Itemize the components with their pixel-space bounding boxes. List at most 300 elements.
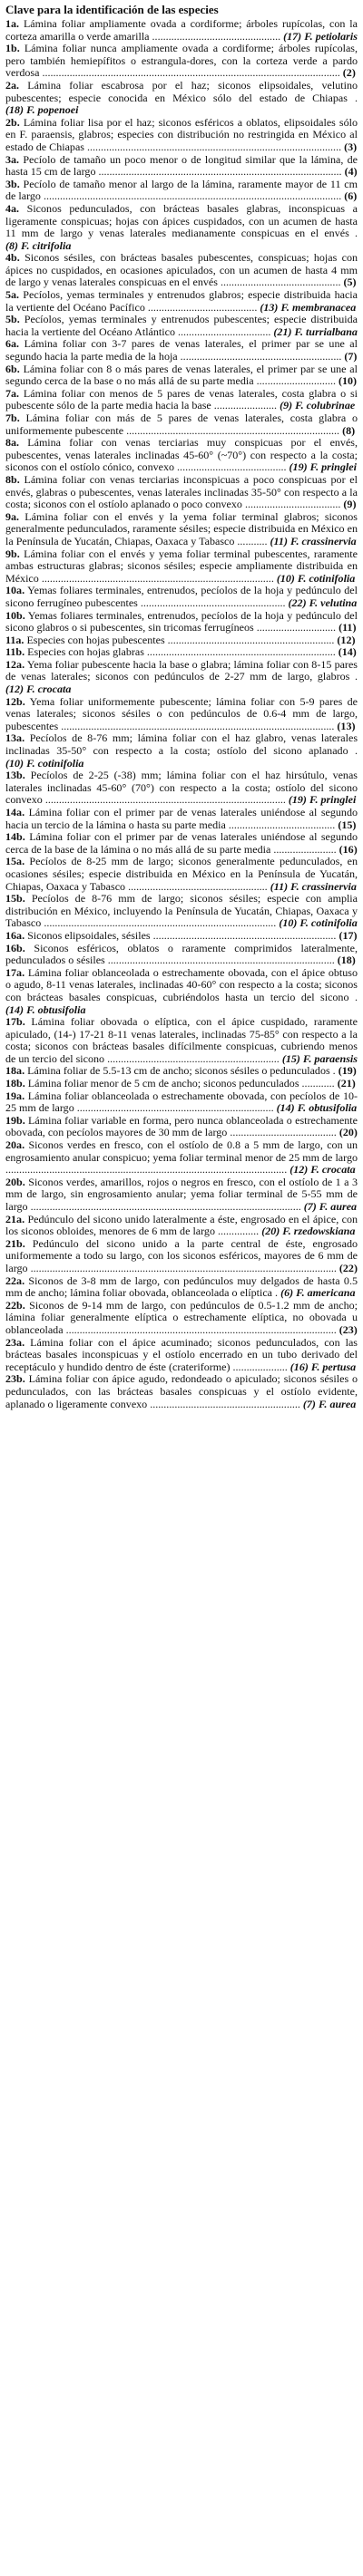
species-name: F. petiolaris — [301, 29, 358, 43]
key-couplet — [5, 412, 358, 437]
destination-number: (17) — [338, 928, 358, 942]
species-name: F. membranacea — [278, 300, 357, 314]
couplet-destination — [344, 189, 357, 202]
destination-number: (17) — [283, 29, 302, 43]
couplet-text: Especies con hojas pubescentes — [26, 633, 165, 646]
key-couplet — [5, 585, 358, 609]
couplet-destination — [337, 720, 355, 732]
couplet-destination — [343, 66, 356, 79]
couplet-number: 19b. — [5, 1113, 25, 1127]
destination-number: (20) — [338, 1126, 358, 1139]
dot-leader: . — [332, 1064, 338, 1078]
couplet-number: 17a. — [5, 965, 25, 979]
destination-number: (12) — [5, 683, 25, 696]
destination-number: (12) — [337, 633, 356, 646]
couplet-number: 19a. — [5, 1089, 25, 1102]
dot-leader: ................................................................................................... — [65, 1322, 339, 1336]
key-couplet — [5, 831, 358, 856]
key-couplet — [5, 437, 358, 474]
couplet-number: 9b. — [5, 547, 20, 560]
key-couplet — [5, 117, 358, 154]
couplet-destination — [338, 929, 357, 942]
destination-number: (6) — [280, 1286, 294, 1300]
species-name: F. americana — [293, 1286, 356, 1300]
couplet-text: Lámina foliar oblanceolada o estrechamente obovada, con pecíolos de 10-25 mm de largo — [5, 1089, 358, 1115]
destination-number: (8) — [5, 238, 19, 252]
key-couplet — [5, 1078, 358, 1090]
couplet-number: 21b. — [5, 1236, 25, 1250]
species-name: F. rzedowskiana — [280, 1225, 356, 1238]
dot-leader: ................................................................................................... — [30, 1200, 304, 1213]
key-couplet — [5, 1016, 358, 1065]
dot-leader: . — [354, 744, 358, 758]
couplet-destination — [5, 103, 78, 116]
dot-leader: ........................................................................................ — [44, 793, 289, 807]
dot-leader: ..................................................................... — [146, 645, 338, 659]
species-name: F. crocata — [24, 683, 72, 696]
couplet-list — [5, 18, 358, 1410]
couplet-number: 2a. — [5, 78, 20, 92]
key-couplet — [5, 1337, 358, 1374]
destination-number: (19) — [338, 1064, 357, 1078]
destination-number: (12) — [289, 1163, 309, 1177]
couplet-number: 9a. — [5, 509, 20, 523]
dot-leader: ............................. — [256, 621, 339, 634]
key-couplet — [5, 770, 358, 807]
couplet-text: Pecíolos, yemas terminales y entrenudos pubescentes; especie distribuida hacia la vertiente del Océano Atlántico — [5, 313, 358, 338]
couplet-number: 2b. — [5, 115, 20, 129]
couplet-number: 11b. — [5, 645, 25, 659]
couplet-destination — [280, 399, 355, 412]
destination-number: (19) — [289, 460, 308, 474]
couplet-text: Siconos de 3-8 mm de largo, con pedúnculos muy delgados de hasta 0.5 mm de ancho; lámina foliar obovada, oblanceolada o elíptica — [5, 1273, 358, 1300]
key-couplet — [5, 80, 358, 117]
couplet-destination — [290, 1361, 356, 1373]
destination-number: (10) — [276, 571, 295, 585]
destination-number: (18) — [337, 954, 356, 967]
species-name: F. colubrinae — [292, 399, 356, 412]
destination-number: (13) — [260, 300, 279, 314]
couplet-text: Lámina foliar con el envés y la yema foliar terminal glabros; siconos generalmente pedunculados, raramente sésiles; especie distribuida en México en la Península de Yucatán, Chiapas, Oaxaca y Tabasco — [5, 509, 358, 547]
species-name: F. pringlei — [306, 793, 357, 807]
couplet-text: Lámina foliar con el primer par de venas laterales uniéndose al segundo cerca de la base de la lámina o no más allá de su parte media — [5, 830, 358, 856]
couplet-number: 14b. — [5, 830, 25, 844]
species-name: F. citrifolia — [18, 238, 72, 252]
couplet-destination — [344, 350, 357, 363]
couplet-text: Pedúnculo del sicono unido lateralmente a éste, engrosado en el ápice, con los siconos obloides, menores de 6 mm de largo — [5, 1212, 358, 1238]
destination-number: (7) — [344, 350, 358, 363]
dot-leader: ............... — [218, 1225, 262, 1238]
couplet-destination — [5, 757, 83, 770]
dot-leader: . — [355, 670, 358, 683]
couplet-number: 20a. — [5, 1138, 25, 1152]
couplet-number: 6b. — [5, 362, 20, 375]
key-couplet — [5, 1373, 358, 1410]
species-name: F. obtusifolia — [24, 1002, 86, 1016]
couplet-destination — [337, 634, 355, 646]
destination-number: (16) — [289, 1360, 309, 1373]
couplet-destination — [304, 1200, 357, 1213]
couplet-destination — [339, 1262, 358, 1274]
couplet-text: Lámina foliar de 5.5-13 cm de ancho; siconos sésiles o pedunculados — [27, 1064, 330, 1078]
key-couplet — [5, 1238, 358, 1275]
destination-number: (8) — [342, 423, 356, 437]
destination-number: (13) — [337, 719, 356, 732]
destination-number: (3) — [344, 140, 358, 153]
couplet-number: 4b. — [5, 251, 20, 265]
dot-leader: .............................................................................. — [126, 423, 343, 437]
couplet-number: 16b. — [5, 941, 25, 954]
couplet-destination — [345, 165, 358, 178]
dot-leader: ..................................................... — [140, 596, 289, 609]
destination-number: (11) — [270, 879, 289, 893]
destination-number: (14) — [276, 1101, 295, 1115]
couplet-number: 14a. — [5, 806, 25, 818]
destination-number: (10) — [338, 374, 358, 388]
key-couplet — [5, 930, 358, 943]
couplet-text: Yema foliar pubescente hacia la base o glabra; lámina foliar con 8-15 pares de venas laterales; siconos con pedúnculos de 2-27 mm de largo, glabros — [5, 657, 358, 683]
couplet-text: Yema foliar uniformemente pubescente; lámina foliar con 5-9 pares de venas laterales; siconos sésiles o con pedúnculos de 0.6-4 mm de largo, pubescentes — [5, 694, 358, 732]
destination-number: (20) — [261, 1225, 280, 1238]
dot-leader: ............................................................................................. — [87, 140, 345, 153]
couplet-text: Pecíolo de tamaño menor al largo de la lámina, raramente mayor de 11 cm de largo — [5, 177, 358, 203]
couplet-destination — [339, 1323, 358, 1336]
dot-leader: ............................................................. — [167, 633, 338, 646]
key-couplet — [5, 659, 358, 696]
couplet-number: 12b. — [5, 694, 25, 708]
species-name: F. velutina — [306, 596, 358, 609]
couplet-text: Pecíolos de 8-76 mm de largo; siconos sésiles; especie con amplia distribución en México, incluyendo la Península de Yucatán, Chiapas, Oaxaca y Tabasco — [5, 892, 358, 930]
key-couplet — [5, 1139, 358, 1177]
couplet-text: Lámina foliar menor de 5 cm de ancho; siconos pedunculados — [27, 1077, 299, 1090]
couplet-text: Pecíolos, yemas terminales y entrenudos glabros; especie distribuida hacia la vertiente del Océano Pacífico — [5, 288, 358, 314]
key-couplet — [5, 388, 358, 412]
key-couplet — [5, 1090, 358, 1115]
couplet-text: Lámina foliar nunca ampliamente ovada a cordiforme; árboles rupícolas, pero también hemiepífitos o estrangula-dores, con la corteza verde a pardo verdosa — [5, 42, 358, 80]
key-couplet — [5, 1214, 358, 1238]
couplet-text: Lámina foliar con el ápice acuminado; siconos pedunculados, con las brácteas basales inconspicuas y el ostíolo encerrado en un tubo derivado del receptáculo y hundido dentro de éste (crateriforme) — [5, 1335, 358, 1373]
couplet-number: 21a. — [5, 1212, 25, 1225]
species-name: F. crassinervia — [288, 879, 357, 893]
destination-number: (21) — [337, 1077, 356, 1090]
species-name: F. cotinifolia — [297, 916, 358, 930]
key-couplet — [5, 634, 358, 647]
destination-number: (11) — [338, 621, 357, 634]
dot-leader: . — [354, 990, 358, 1003]
couplet-destination — [280, 1286, 355, 1299]
dot-leader: ............................................................................................................. — [42, 66, 343, 80]
couplet-text: Yemas foliares terminales, entrenudos, pecíolos de la hoja y pedúnculo del sicono ferrugíneo pubescentes — [5, 584, 358, 609]
dot-leader: ............................................ — [220, 276, 344, 289]
couplet-destination — [283, 30, 358, 43]
key-couplet — [5, 314, 358, 338]
dot-leader: ....................... — [213, 399, 280, 412]
couplet-text: Lámina foliar con 8 o más pares de venas laterales, el primer par se une al segundo cerca de la base o no más allá de su parte media — [5, 362, 358, 388]
couplet-destination — [260, 301, 356, 314]
destination-number: (2) — [342, 66, 356, 80]
dot-leader: ................................................................................... — [107, 954, 338, 967]
couplet-destination — [289, 596, 358, 609]
species-name: F. cotinifolia — [24, 756, 84, 770]
couplet-destination — [344, 140, 357, 153]
destination-number: (15) — [338, 818, 357, 831]
couplet-text: Lámina foliar escabrosa por el haz; siconos elipsoidales, velutino pubescentes; especie conocida en México sólo del estado de Chiapas — [5, 78, 358, 104]
dot-leader: ........................................................... — [180, 350, 345, 363]
couplet-number: 16a. — [5, 928, 25, 942]
destination-number: (9) — [343, 498, 357, 511]
couplet-destination — [303, 1398, 356, 1410]
destination-number: (18) — [5, 103, 25, 117]
couplet-text: Lámina foliar con venas terciarias inconspicuas a poco conspicuas por el envés, glabras o pubescentes, venas laterales inclinadas 35-50° con respecto a la costa; siconos con el ostíolo aplanado o poco convexo — [5, 472, 358, 511]
couplet-text: Lámina foliar con 3-7 pares de venas laterales, el primer par se une al segundo hacia la parte media de la hoja — [5, 337, 358, 363]
destination-number: (14) — [338, 645, 357, 659]
dot-leader: ................................................................... — [152, 928, 339, 942]
couplet-text: Lámina foliar lisa por el haz; siconos esféricos a oblatos, elipsoidales sólo en F. paraensis, glabros; especies con distribución no restringida en México al estado de Chiapas — [5, 115, 358, 153]
dot-leader: . — [354, 227, 358, 240]
couplet-text: Lámina foliar con venas terciarias muy conspicuas por el envés, pubescentes, venas laterales inclinadas 45-60° (~70°) con respecto a la costa; siconos con el ostíolo cónico, convexo — [5, 436, 358, 474]
dot-leader: ............ — [301, 1077, 338, 1090]
destination-number: (10) — [5, 756, 25, 770]
dot-leader: ........................................ — [147, 300, 260, 314]
couplet-destination — [270, 535, 357, 547]
dot-leader: ..................................................................................... — [41, 571, 277, 585]
couplet-destination — [338, 954, 356, 966]
key-couplet — [5, 289, 358, 314]
couplet-number: 1a. — [5, 17, 20, 30]
key-couplet — [5, 363, 358, 388]
dot-leader: ................................... — [244, 498, 344, 511]
couplet-destination — [273, 325, 358, 338]
key-couplet — [5, 474, 358, 511]
destination-number: (11) — [270, 534, 288, 547]
couplet-number: 3b. — [5, 177, 20, 190]
couplet-text: Pecíolos de 8-76 mm; lámina foliar con el haz glabro, venas laterales inclinadas 35-50° con respecto a la costa; ostíolo del sicono aplanado — [5, 731, 358, 758]
couplet-destination — [339, 843, 358, 856]
couplet-destination — [270, 880, 357, 893]
destination-number: (15) — [281, 1051, 300, 1065]
species-name: F. aurea — [316, 1200, 358, 1213]
couplet-number: 13a. — [5, 731, 25, 745]
couplet-destination — [289, 1163, 355, 1176]
key-couplet — [5, 807, 358, 831]
destination-number: (19) — [288, 793, 307, 807]
couplet-destination — [261, 1225, 355, 1237]
couplet-destination — [338, 1077, 356, 1089]
key-couplet — [5, 511, 358, 548]
dot-leader: ....................................................................................................... — [5, 1163, 290, 1177]
couplet-number: 18a. — [5, 1064, 25, 1078]
key-couplet — [5, 943, 358, 967]
key-couplet — [5, 203, 358, 252]
couplet-destination — [5, 683, 71, 695]
dot-leader: ....................... — [273, 842, 339, 856]
species-name: F. cotinifolia — [294, 571, 356, 585]
dot-leader: ....................................... — [228, 818, 338, 831]
couplet-destination — [5, 239, 71, 252]
couplet-destination — [343, 276, 356, 288]
couplet-destination — [282, 1052, 358, 1065]
dot-leader: .................... — [232, 1360, 290, 1373]
destination-number: (16) — [338, 842, 358, 856]
dot-leader: ....................................... — [230, 1126, 339, 1139]
dot-leader: . — [275, 1286, 281, 1300]
destination-number: (6) — [344, 189, 358, 203]
destination-number: (7) — [302, 1397, 316, 1410]
dot-leader: . — [354, 91, 358, 104]
couplet-text: Pecíolos de 8-25 mm de largo; siconos generalmente pedunculados, en ocasiones sésiles; especie distribuida en México en la Península de Yucatán, Chiapas, Oaxaca y Tabasco — [5, 855, 358, 893]
key-couplet — [5, 696, 358, 733]
couplet-number: 8a. — [5, 436, 20, 450]
couplet-number: 23b. — [5, 1372, 25, 1386]
dot-leader: ............................................................... — [107, 1051, 282, 1065]
couplet-destination — [289, 793, 356, 806]
key-couplet — [5, 43, 358, 80]
species-name: F. turrialbana — [291, 324, 358, 338]
species-name: F. pringlei — [307, 460, 357, 474]
dot-leader: ............................................................................................................. — [43, 189, 345, 203]
couplet-text: Siconos sésiles, con brácteas basales pubescentes, conspicuas; hojas con ápices no cuspidados, en ocasiones apiculados, con un acumen de hasta 4 mm de largo y venas laterales conspicuas en el envés — [5, 251, 358, 289]
dot-leader: ........... — [237, 534, 270, 547]
couplet-number: 4a. — [5, 201, 20, 215]
dot-leader: ............................. — [256, 374, 338, 388]
destination-number: (22) — [288, 596, 307, 609]
destination-number: (22) — [338, 1261, 358, 1274]
couplet-number: 23a. — [5, 1335, 25, 1349]
key-couplet — [5, 646, 358, 659]
key-couplet — [5, 856, 358, 893]
couplet-text: Especies con hojas glabras — [27, 645, 144, 659]
dot-leader: ........................................................................ — [76, 1101, 277, 1115]
couplet-number: 15b. — [5, 892, 25, 905]
key-couplet — [5, 610, 358, 634]
key-couplet — [5, 179, 358, 203]
couplet-number: 15a. — [5, 855, 25, 868]
dot-leader: ................................................... — [128, 879, 270, 893]
couplet-number: 18b. — [5, 1077, 25, 1090]
couplet-destination — [277, 1101, 357, 1114]
destination-number: (10) — [279, 916, 298, 930]
couplet-text: Lámina foliar ampliamente ovada a cordiforme; árboles rupícolas, con la corteza amarilla o verde amarilla — [5, 17, 358, 43]
couplet-number: 10a. — [5, 584, 25, 597]
species-name: F. paraensis — [299, 1051, 358, 1065]
species-name: F. crassinervia — [287, 534, 357, 547]
couplet-text: Lámina foliar oblanceolada o estrechamente obovada, con el ápice obtuso o agudo, 8-11 venas laterales, inclinadas 40-60° con respecto a la costa; siconos con brácteas basales conspicuas, cubriéndolos hasta un tercio del sicono — [5, 965, 358, 1003]
key-couplet — [5, 252, 358, 289]
dot-leader: ....................................................... — [150, 1397, 303, 1410]
destination-number: (14) — [5, 1002, 25, 1016]
couplet-destination — [338, 621, 356, 634]
destination-number: (4) — [344, 165, 358, 179]
couplet-number: 1b. — [5, 42, 20, 55]
couplet-text: Lámina foliar obovada o elíptica, con el ápice cuspidado, raramente apiculado, (14-) 17-21 8-11 venas laterales, inclinadas 75-85° con respecto a la costa; siconos con brácteas basales difícilmente conspicuas, cubriendo menos de un tercio del sicono — [5, 1015, 358, 1065]
couplet-destination — [338, 374, 357, 387]
couplet-destination — [5, 1003, 85, 1016]
couplet-text: Lámina foliar con el primer par de venas laterales uniéndose al segundo hacia un tercio de la lámina o hasta su parte media — [5, 806, 358, 831]
couplet-text: Siconos esféricos, oblatos o raramente comprimidos lateralmente, pedunculados o sésiles — [5, 941, 358, 967]
couplet-text: Siconos verdes en fresco, con el ostíolo de 0.8 a 5 mm de largo, con un engrosamiento anular conspicuo; yema foliar terminal menor de 25 mm de largo — [5, 1138, 358, 1164]
dot-leader: .................................. — [178, 324, 274, 338]
couplet-text: Pecíolos de 2-25 (-38) mm; lámina foliar con el haz hirsútulo, venas laterales inclinadas 45-60° (70°) con respecto a la costa; ostíolo del sicono convexo — [5, 769, 358, 807]
key-title: Clave para la identificación de las especies — [5, 3, 219, 16]
destination-number: (9) — [280, 399, 293, 412]
key-couplet — [5, 1177, 358, 1214]
couplet-number: 7b. — [5, 412, 20, 424]
couplet-text: Pedúnculo del sicono unido a la parte central de éste, engrosado uniformemente a todo su largo, con los siconos esféricos, mayores de 6 mm de largo — [5, 1236, 358, 1274]
couplet-destination — [338, 645, 357, 658]
destination-number: (21) — [273, 324, 292, 338]
dot-leader: ......................................................................................... — [98, 165, 345, 179]
couplet-number: 10b. — [5, 608, 25, 622]
species-name: F. obtusifolia — [294, 1101, 358, 1115]
key-couplet — [5, 154, 358, 179]
destination-number: (5) — [343, 276, 357, 289]
key-couplet — [5, 1275, 358, 1300]
couplet-text: Lámina foliar con ápice agudo, redondeado o apiculado; siconos sésiles o pedunculados, con las brácteas basales conspicuas y el ostíolo evidente, aplanado o ligeramente convexo — [5, 1372, 358, 1410]
dot-leader: .................................................................................................... — [61, 719, 338, 732]
key-couplet — [5, 18, 358, 43]
couplet-number: 11a. — [5, 633, 25, 646]
couplet-destination — [343, 498, 356, 510]
couplet-number: 17b. — [5, 1015, 25, 1029]
couplet-text: Siconos pedunculados, con brácteas basales glabras, inconspicuas a ligeramente conspicuas; hojas con ápices cuspidados, con un acumen de hasta 11 mm de largo y venas laterales medianamente conspicuas en el envés — [5, 201, 358, 240]
couplet-number: 12a. — [5, 657, 25, 671]
couplet-text: Pecíolo de tamaño un poco menor o de longitud similar que la lámina, de hasta 15 cm de largo — [5, 152, 358, 179]
dot-leader: ............................................... — [152, 29, 284, 43]
couplet-destination — [342, 424, 355, 437]
couplet-destination — [277, 572, 355, 585]
dot-leader: ..................................................................................... — [44, 916, 280, 930]
couplet-number: 20b. — [5, 1175, 25, 1188]
couplet-number: 6a. — [5, 337, 20, 351]
destination-number: (23) — [338, 1322, 358, 1336]
couplet-destination — [339, 1126, 358, 1138]
couplet-destination — [338, 1064, 357, 1077]
couplet-number: 13b. — [5, 769, 25, 782]
couplet-text: Yemas foliares terminales, entrenudos, pecíolos de la hoja y pedúnculo del sicono glabros o si pubescentes, sin tricomas ferrugíneos — [5, 608, 358, 634]
species-name: F. popenoei — [24, 103, 79, 117]
couplet-number: 5b. — [5, 313, 20, 326]
key-couplet — [5, 1065, 358, 1078]
couplet-text: Siconos de 9-14 mm de largo, con pedúnculos de 0.5-1.2 mm de ancho; lámina foliar generalmente elíptica o estrechamente elíptica, no obovada u oblanceolada — [5, 1298, 358, 1336]
species-name: F. crocata — [308, 1163, 356, 1177]
couplet-text: Lámina foliar con menos de 5 pares de venas laterales, costa glabra o si pubescente sólo de la parte media hacia la base — [5, 386, 358, 412]
key-couplet — [5, 548, 358, 586]
couplet-destination — [289, 460, 357, 473]
couplet-destination — [279, 916, 357, 929]
couplet-text: Lámina foliar con el envés y yema foliar terminal pubescentes, raramente ambas estructuras glabras; siconos sésiles; especie ampliamente distribuida en México — [5, 547, 358, 585]
couplet-number: 8b. — [5, 472, 20, 486]
destination-number: (7) — [303, 1200, 317, 1213]
key-couplet — [5, 967, 358, 1016]
key-couplet — [5, 1115, 358, 1139]
couplet-number: 7a. — [5, 386, 20, 400]
couplet-destination — [338, 818, 356, 831]
couplet-text: Lámina foliar con más de 5 pares de venas laterales, costa glabra o uniformemente pubescente — [5, 412, 358, 437]
couplet-text: Siconos elipsoidales, sésiles — [27, 928, 151, 942]
key-couplet — [5, 732, 358, 770]
dot-leader: ........................................ — [177, 460, 289, 474]
couplet-text: Lámina foliar variable en forma, pero nunca oblanceolada o estrechamente obovada, con pecíolos mayores de 30 mm de largo — [5, 1113, 358, 1139]
couplet-number: 22b. — [5, 1298, 25, 1312]
couplet-number: 5a. — [5, 288, 20, 302]
key-couplet — [5, 1300, 358, 1337]
species-name: F. aurea — [315, 1397, 357, 1410]
key-couplet — [5, 338, 358, 363]
couplet-number: 3a. — [5, 152, 20, 166]
key-couplet — [5, 893, 358, 930]
couplet-text: Siconos verdes, amarillos, rojos o negros en fresco, con el ostíolo de 1 a 3 mm de largo, sin engrosamiento anular; yema foliar terminal de 5-55 mm de largo — [5, 1175, 358, 1213]
species-name: F. pertusa — [308, 1360, 357, 1373]
